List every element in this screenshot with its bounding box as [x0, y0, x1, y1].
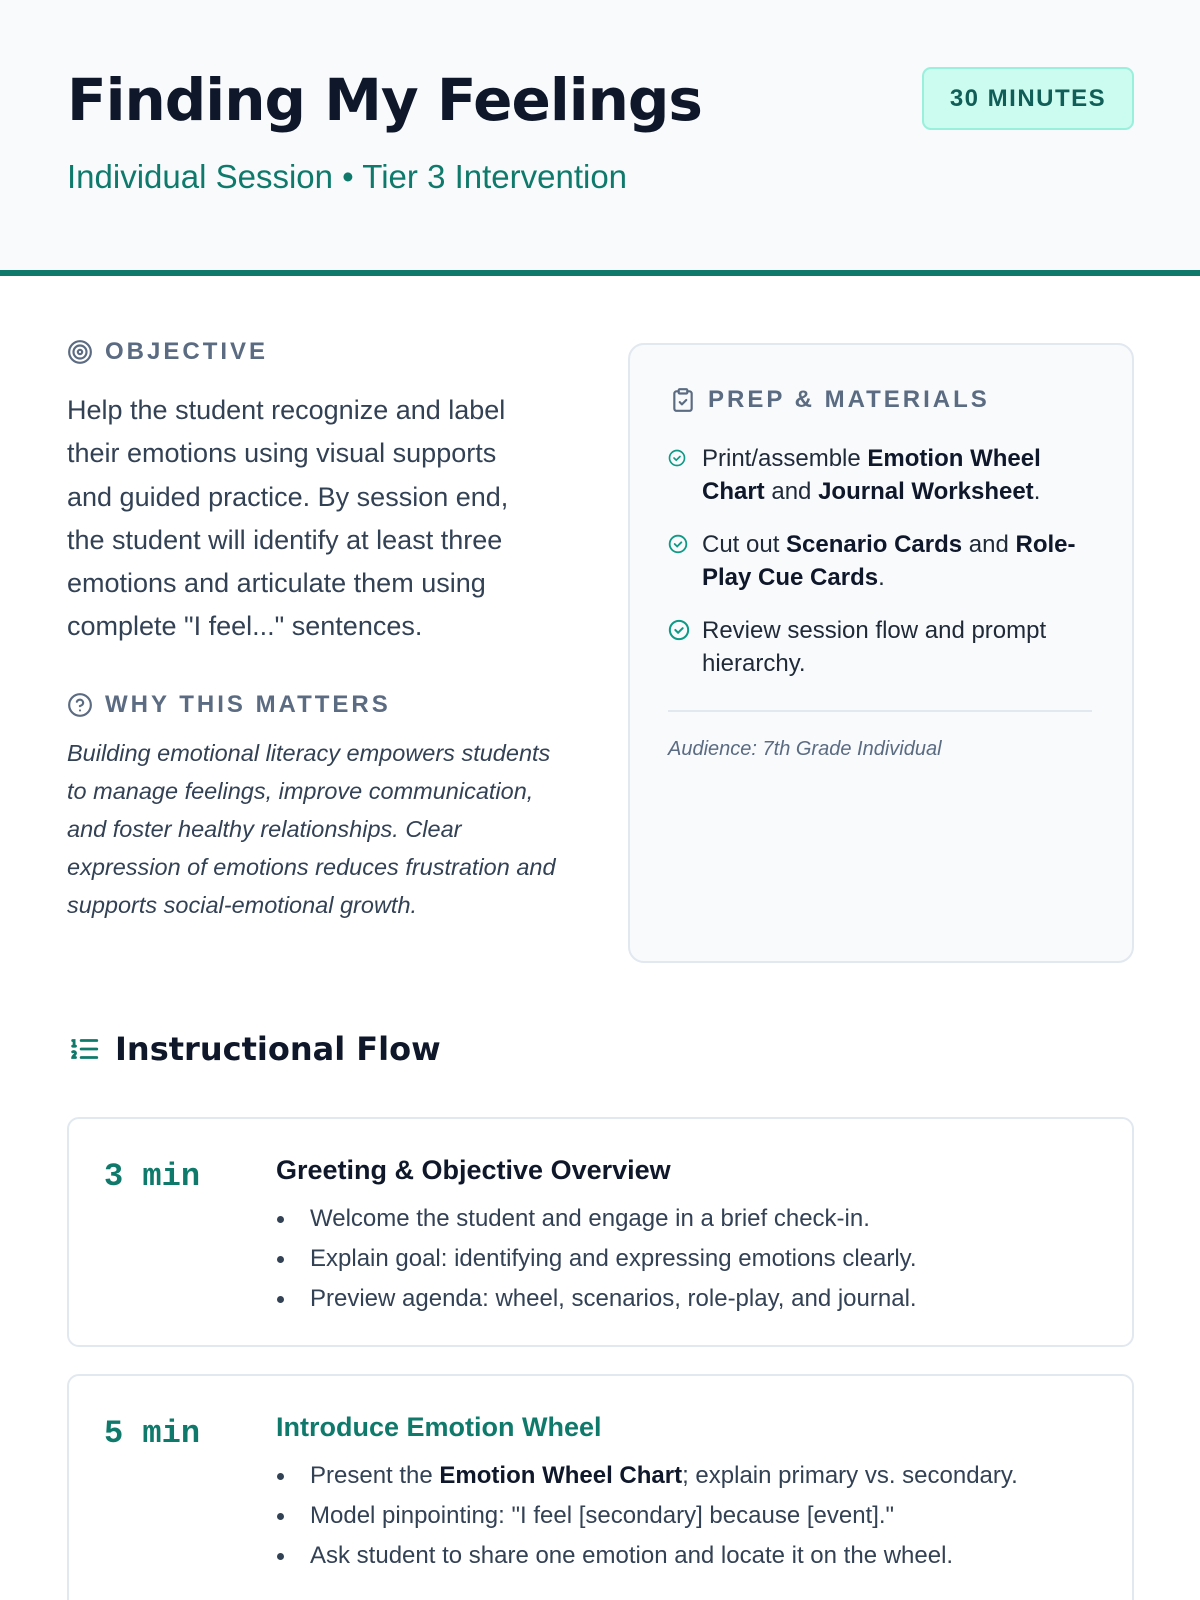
page-title: Finding My Feelings	[67, 66, 702, 134]
flow-heading-label: Instructional Flow	[115, 1030, 441, 1068]
duration-badge: 30 MINUTES	[922, 67, 1134, 130]
objective-label: OBJECTIVE	[105, 338, 269, 365]
prep-heading	[670, 386, 990, 414]
audience-note: Audience: 7th Grade Individual	[668, 738, 942, 760]
objective-heading	[67, 338, 268, 366]
list-item: Welcome the student and engage in a brief check-in.	[276, 1199, 1096, 1239]
prep-item: Print/assemble Emotion Wheel Chart and Journal Worksheet.	[668, 442, 1098, 508]
list-item: Preview agenda: wheel, scenarios, role-play, and journal.	[276, 1279, 1096, 1319]
prep-label: PREP & MATERIALS	[708, 386, 990, 413]
list-item: Explain goal: identifying and expressing emotions clearly.	[276, 1239, 1096, 1279]
objective-text: Help the student recognize and label their emotions using visual supports and guided practice. By session end, the student will identify at least three emotions and articulate them using complete "I feel..." sentences.	[67, 395, 509, 642]
prep-list	[668, 442, 1098, 700]
check-circle-icon	[668, 534, 688, 554]
session-subtitle: Individual Session • Tier 3 Intervention	[67, 158, 628, 195]
list-item: Model pinpointing: "I feel [secondary] because [event]."	[276, 1496, 1096, 1536]
list-item: Present the Emotion Wheel Chart; explain primary vs. secondary.	[276, 1456, 1096, 1496]
why-label: WHY THIS MATTERS	[105, 691, 391, 718]
target-icon	[67, 339, 93, 365]
flow-step	[67, 1374, 1134, 1600]
list-item: Ask student to share one emotion and locate it on the wheel.	[276, 1536, 1096, 1576]
step-title: Greeting & Objective Overview	[276, 1155, 671, 1185]
why-heading	[67, 691, 391, 719]
prep-item: Review session flow and prompt hierarchy.	[668, 614, 1098, 680]
clipboard-check-icon	[670, 387, 696, 413]
prep-item: Cut out Scenario Cards and Role-Play Cue Cards.	[668, 528, 1098, 594]
step-duration: 3 min	[104, 1158, 201, 1195]
step-bullets	[276, 1456, 1096, 1576]
step-bullets	[276, 1199, 1096, 1319]
check-circle-icon	[668, 619, 690, 641]
help-circle-icon	[67, 692, 93, 718]
step-title: Introduce Emotion Wheel	[276, 1412, 602, 1442]
why-text: Building emotional literacy empowers students to manage feelings, improve communication, and foster healthy relationships. Clear expression of emotions reduces frustration and supports social-emotional growth.	[67, 740, 556, 918]
divider	[668, 710, 1092, 712]
instructional-flow-heading	[67, 1030, 441, 1068]
check-circle-icon	[668, 449, 686, 467]
page-header	[0, 0, 1200, 276]
flow-step	[67, 1117, 1134, 1347]
ordered-list-icon	[67, 1032, 101, 1066]
step-duration: 5 min	[104, 1415, 201, 1452]
